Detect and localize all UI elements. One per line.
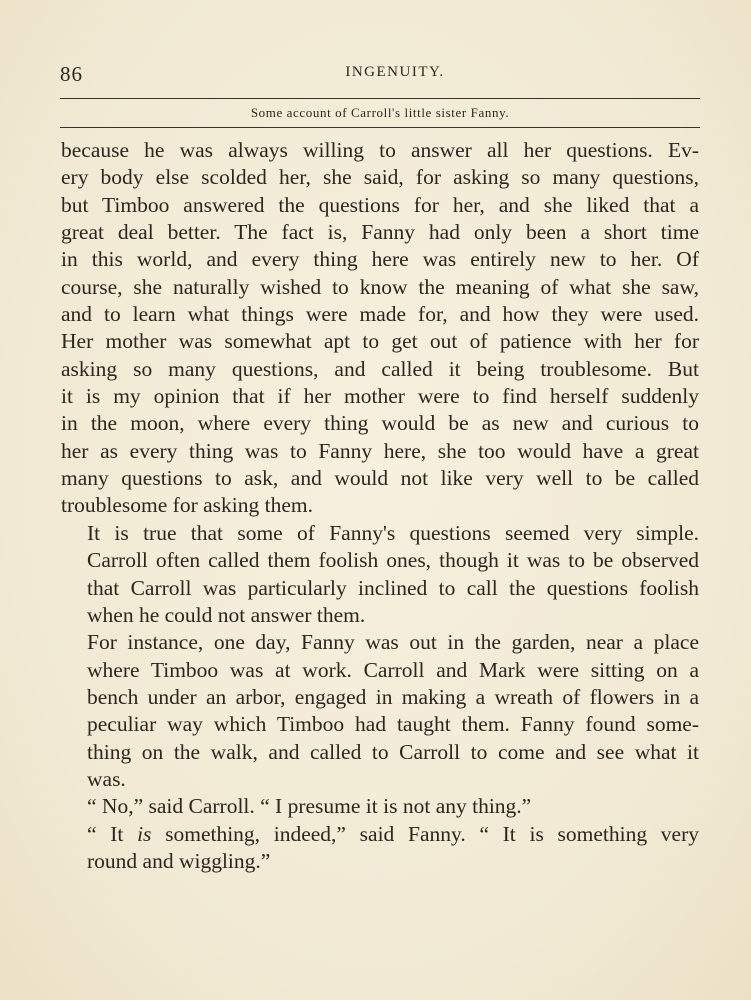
- text-line: For instance, one day, Fanny was out in the garden, near a place: [87, 630, 699, 655]
- text-line: Her mother was somewhat apt to get out of patience with her for: [61, 329, 699, 354]
- header-rule-top: [60, 98, 700, 99]
- text-line: “ No,” said Carroll. “ I presume it is not any thing.”: [87, 794, 532, 819]
- text-line: ery body else scolded her, she said, for asking so many questions,: [61, 165, 699, 190]
- text-line: in this world, and every thing here was entirely new to her. Of: [61, 247, 699, 272]
- running-head: [60, 62, 700, 86]
- text-line: thing on the walk, and called to Carroll to come and see what it: [87, 739, 699, 764]
- text-fragment: something, indeed,” said Fanny. “ It is something very: [151, 821, 699, 846]
- text-line: it is my opinion that if her mother were to find herself suddenly: [61, 384, 699, 409]
- text-line: round and wiggling.”: [87, 848, 271, 873]
- emphasis: is: [137, 821, 152, 846]
- text-line: bench under an arbor, engaged in making a wreath of flowers in a: [87, 684, 699, 709]
- text-line: but Timboo answered the questions for her, and she liked that a: [61, 192, 699, 217]
- text-fragment: “ It: [87, 821, 138, 846]
- text-line: and to learn what things were made for, and how they were used.: [61, 302, 699, 327]
- text-line: in the moon, where every thing would be as new and curious to: [61, 411, 699, 436]
- text-line: peculiar way which Timboo had taught them. Fanny found some-: [87, 712, 699, 737]
- text-line: where Timboo was at work. Carroll and Mark were sitting on a: [87, 657, 699, 682]
- text-line: many questions to ask, and would not like very well to be called: [61, 466, 699, 491]
- text-line: course, she naturally wished to know the meaning of what she saw,: [61, 274, 699, 299]
- paragraph-1: [61, 137, 699, 520]
- text-line: great deal better. The fact is, Fanny had only been a short time: [61, 220, 699, 245]
- text-line: troublesome for asking them.: [61, 493, 313, 518]
- paragraph-3: [61, 629, 699, 793]
- subheading: Some account of Carroll's little sister Fanny.: [250, 105, 510, 120]
- text-line: [61, 821, 699, 848]
- paragraph-5: [61, 821, 699, 876]
- text-line: It is true that some of Fanny's questions seemed very simple.: [87, 520, 699, 545]
- paragraph-2: [61, 520, 699, 629]
- text-line: because he was always willing to answer all her questions. Ev-: [61, 138, 699, 162]
- running-title: INGENUITY.: [345, 64, 445, 80]
- text-line: when he could not answer them.: [87, 602, 366, 627]
- text-line: was.: [87, 766, 126, 791]
- text-line: her as every thing was to Fanny here, she too would have a great: [61, 438, 699, 463]
- text-line: asking so many questions, and called it being troublesome. But: [61, 356, 699, 381]
- paragraph-4: [61, 793, 699, 820]
- text-line: Carroll often called them foolish ones, though it was to be observed: [87, 548, 699, 573]
- text-line: that Carroll was particularly inclined to call the questions foolish: [87, 575, 699, 600]
- page-number: 86: [60, 62, 83, 86]
- body-text: [61, 137, 699, 875]
- header-rule-bottom: [60, 127, 700, 128]
